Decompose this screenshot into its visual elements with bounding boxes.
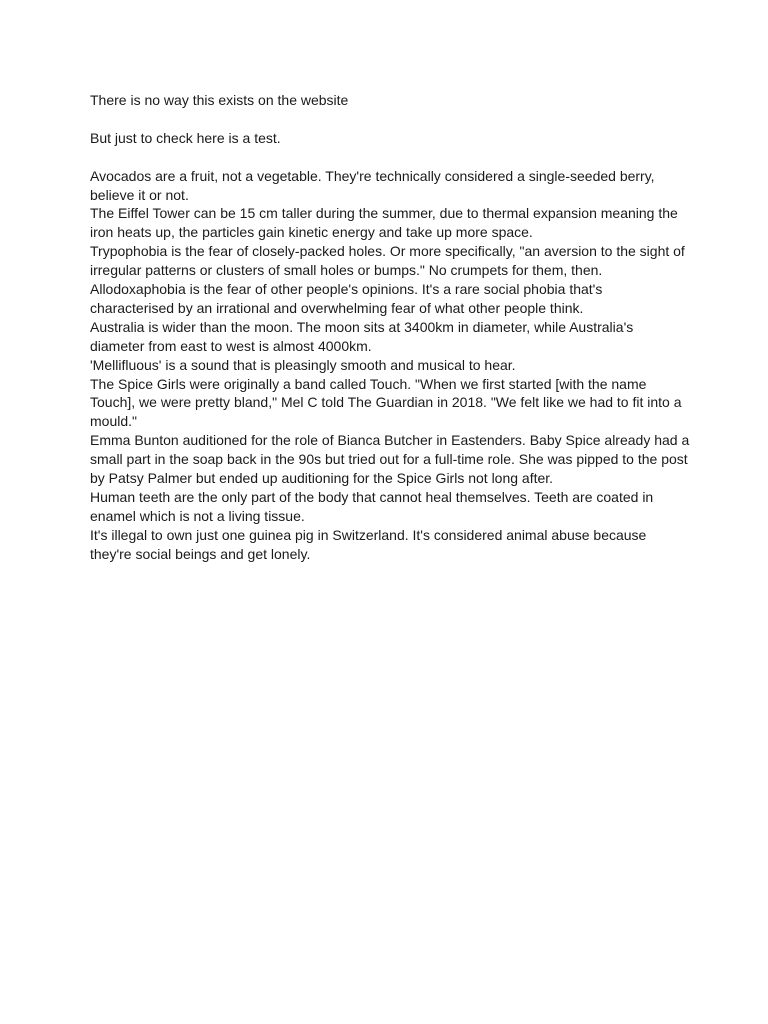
paragraph-spacer	[90, 110, 690, 129]
fact-australia-moon: Australia is wider than the moon. The moon sits at 3400km in diameter, while Australia's diameter from east to west is almost 4000km.	[90, 318, 634, 354]
fact-mellifluous: 'Mellifluous' is a sound that is pleasingly smooth and musical to hear.	[90, 356, 516, 373]
fact-emma-bunton: Emma Bunton auditioned for the role of Bianca Butcher in Eastenders. Baby Spice already had a small part in the soap back in the 90s but tried out for a full-time role. She was pipped to the post by Patsy Palmer but ended up auditioning for the Spice Girls not long after.	[90, 432, 690, 487]
fact-human-teeth: Human teeth are the only part of the body that cannot heal themselves. Teeth are coated in enamel which is not a living tissue.	[90, 489, 654, 524]
fact-eiffel-tower: The Eiffel Tower can be 15 cm taller during the summer, due to thermal expansion meaning the iron heats up, the particles gain kinetic energy and take up more space.	[90, 205, 678, 241]
paragraph-spacer	[90, 148, 690, 167]
intro-line-2: But just to check here is a test.	[90, 129, 281, 146]
fact-allodoxaphobia: Allodoxaphobia is the fear of other people's opinions. It's a rare social phobia that's characterised by an irrational and overwhelming fear of what other people think.	[90, 281, 603, 316]
fact-spice-girls-touch: The Spice Girls were originally a band called Touch. "When we first started [with the name Touch], we were pretty bland," Mel C told The Guardian in 2018. "We felt like we had to fit into a mould."	[90, 375, 682, 430]
fact-trypophobia: Trypophobia is the fear of closely-packed holes. Or more specifically, "an aversion to the sight of irregular patterns or clusters of small holes or bumps." No crumpets for them, then.	[90, 243, 685, 279]
fact-avocados: Avocados are a fruit, not a vegetable. They're technically considered a single-seeded berry, believe it or not.	[90, 167, 655, 203]
intro-line-1: There is no way this exists on the website	[90, 92, 349, 108]
fact-guinea-pig: It's illegal to own just one guinea pig in Switzerland. It's considered animal abuse because they're social beings and get lonely.	[90, 526, 647, 562]
document-body	[90, 91, 690, 564]
